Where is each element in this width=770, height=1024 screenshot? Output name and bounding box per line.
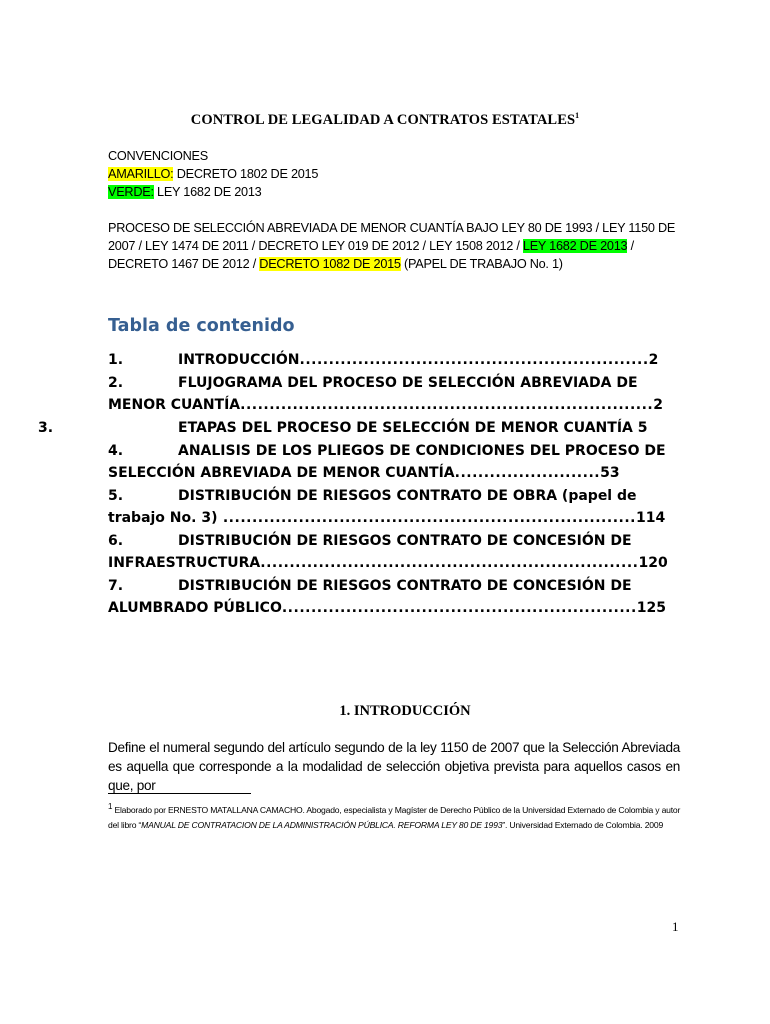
toc-entry-text: DISTRIBUCIÓN DE RIESGOS CONTRATO DE CONCESIÓN DE INFRAESTRUCTURA xyxy=(108,533,632,571)
toc-leader-dots: ................................................................. xyxy=(260,555,639,571)
convention-green xyxy=(108,183,318,201)
document-title xyxy=(0,111,770,129)
toc-entry-number: 6. xyxy=(108,533,124,549)
proceso-paragraph xyxy=(108,219,693,273)
footnote-mark: 1 xyxy=(108,802,113,811)
toc-entry-page: 2 xyxy=(653,397,663,413)
toc-leader-dots: ....................................................................... xyxy=(240,397,654,413)
toc-entry-4[interactable] xyxy=(108,440,680,484)
toc-entry-number: 4. xyxy=(108,443,124,459)
toc-entry-page: 2 xyxy=(648,352,659,368)
toc-entry-2[interactable] xyxy=(108,372,680,416)
toc-entry-text: INTRODUCCIÓN xyxy=(178,352,300,368)
toc-heading: Tabla de contenido xyxy=(108,316,295,336)
toc-entry-number: 2. xyxy=(108,375,124,391)
conventions-block xyxy=(108,147,318,201)
toc-entry-text: DISTRIBUCIÓN DE RIESGOS CONTRATO DE CONCESIÓN DE ALUMBRADO PÚBLICO xyxy=(108,578,632,616)
footnote-reference[interactable]: 1 xyxy=(575,111,580,120)
page-number: 1 xyxy=(672,919,679,934)
toc-entry-text: FLUJOGRAMA DEL PROCESO DE SELECCIÓN ABREVIADA DE MENOR CUANTÍA xyxy=(108,375,638,413)
convention-yellow-text: DECRETO 1802 DE 2015 xyxy=(173,167,319,181)
document-title-text: CONTROL DE LEGALIDAD A CONTRATOS ESTATALES xyxy=(190,111,576,128)
toc-entry-number: 7. xyxy=(108,578,124,594)
toc-entry-text: ETAPAS DEL PROCESO DE SELECCIÓN DE MENOR CUANTÍA xyxy=(178,420,633,436)
toc-entry-3[interactable] xyxy=(38,417,680,439)
footnote-text-a: Elaborado por ERNESTO MATALLANA CAMACHO. Abogado, especialista y Magíster de Derecho Público de la Universidad Externado de Colombia y autor del libro “ xyxy=(108,804,681,830)
convention-green-text: LEY 1682 DE 2013 xyxy=(153,185,262,199)
proceso-text-2: / DECRETO 1467 DE 2012 / xyxy=(108,239,634,271)
proceso-yellow-highlight: DECRETO 1082 DE 2015 xyxy=(259,257,401,271)
toc-entry-1[interactable] xyxy=(108,349,680,371)
footnote-text-b: ”. Universidad Externado de Colombia. 2009 xyxy=(502,819,664,830)
toc-entry-text: DISTRIBUCIÓN DE RIESGOS CONTRATO DE OBRA (papel de trabajo No. 3) xyxy=(108,488,637,526)
convention-green-label: VERDE: xyxy=(108,185,154,199)
proceso-green-highlight: LEY 1682 DE 2013 xyxy=(522,239,628,253)
proceso-text-3: (PAPEL DE TRABAJO No. 1) xyxy=(400,257,563,271)
toc-leader-dots: ....................................................................... xyxy=(217,510,636,526)
footnote xyxy=(108,799,682,833)
toc-entry-5[interactable] xyxy=(108,485,680,529)
toc-entry-page: 53 xyxy=(600,465,620,481)
toc-entry-6[interactable] xyxy=(108,530,680,574)
section-heading-introduccion: 1. INTRODUCCIÓN xyxy=(339,703,471,719)
toc-entry-number: 3. xyxy=(38,420,54,436)
toc-entry-number: 1. xyxy=(108,352,124,368)
toc-leader-dots: ............................................................. xyxy=(281,600,637,616)
toc-leader-dots: ......................... xyxy=(454,465,601,481)
body-paragraph: Define el numeral segundo del artículo segundo de la ley 1150 de 2007 que la Selección Abreviada es aquella que corresponde a la modalidad de selección objetiva prevista para aquellos casos en que, por xyxy=(108,740,680,793)
convention-yellow xyxy=(108,165,318,183)
toc-entry-page: 120 xyxy=(638,555,668,571)
toc-entry-page: 114 xyxy=(635,510,666,526)
convention-yellow-label: AMARILLO: xyxy=(108,167,174,181)
footnote-book-title: MANUAL DE CONTRATACION DE LA ADMINISTRACIÓN PÚBLICA. REFORMA LEY 80 DE 1993 xyxy=(141,819,503,830)
toc-leader-dots: ............................................................ xyxy=(299,352,649,368)
proceso-text-1: PROCESO DE SELECCIÓN ABREVIADA DE MENOR CUANTÍA BAJO LEY 80 DE 1993 / LEY 1150 DE 2007 / LEY 1474 DE 2011 / DECRETO LEY 019 DE 2012 / LEY 1508 2012 / xyxy=(108,221,676,253)
table-of-contents xyxy=(38,349,680,620)
conventions-heading: CONVENCIONES xyxy=(108,149,208,163)
toc-entry-page: 125 xyxy=(636,600,667,616)
toc-entry-text: ANALISIS DE LOS PLIEGOS DE CONDICIONES DEL PROCESO DE SELECCIÓN ABREVIADA DE MENOR CUANTÍA xyxy=(108,443,666,481)
footnote-separator xyxy=(108,793,251,794)
toc-entry-page: 5 xyxy=(637,420,648,436)
toc-entry-7[interactable] xyxy=(108,575,680,619)
toc-entry-number: 5. xyxy=(108,488,124,504)
